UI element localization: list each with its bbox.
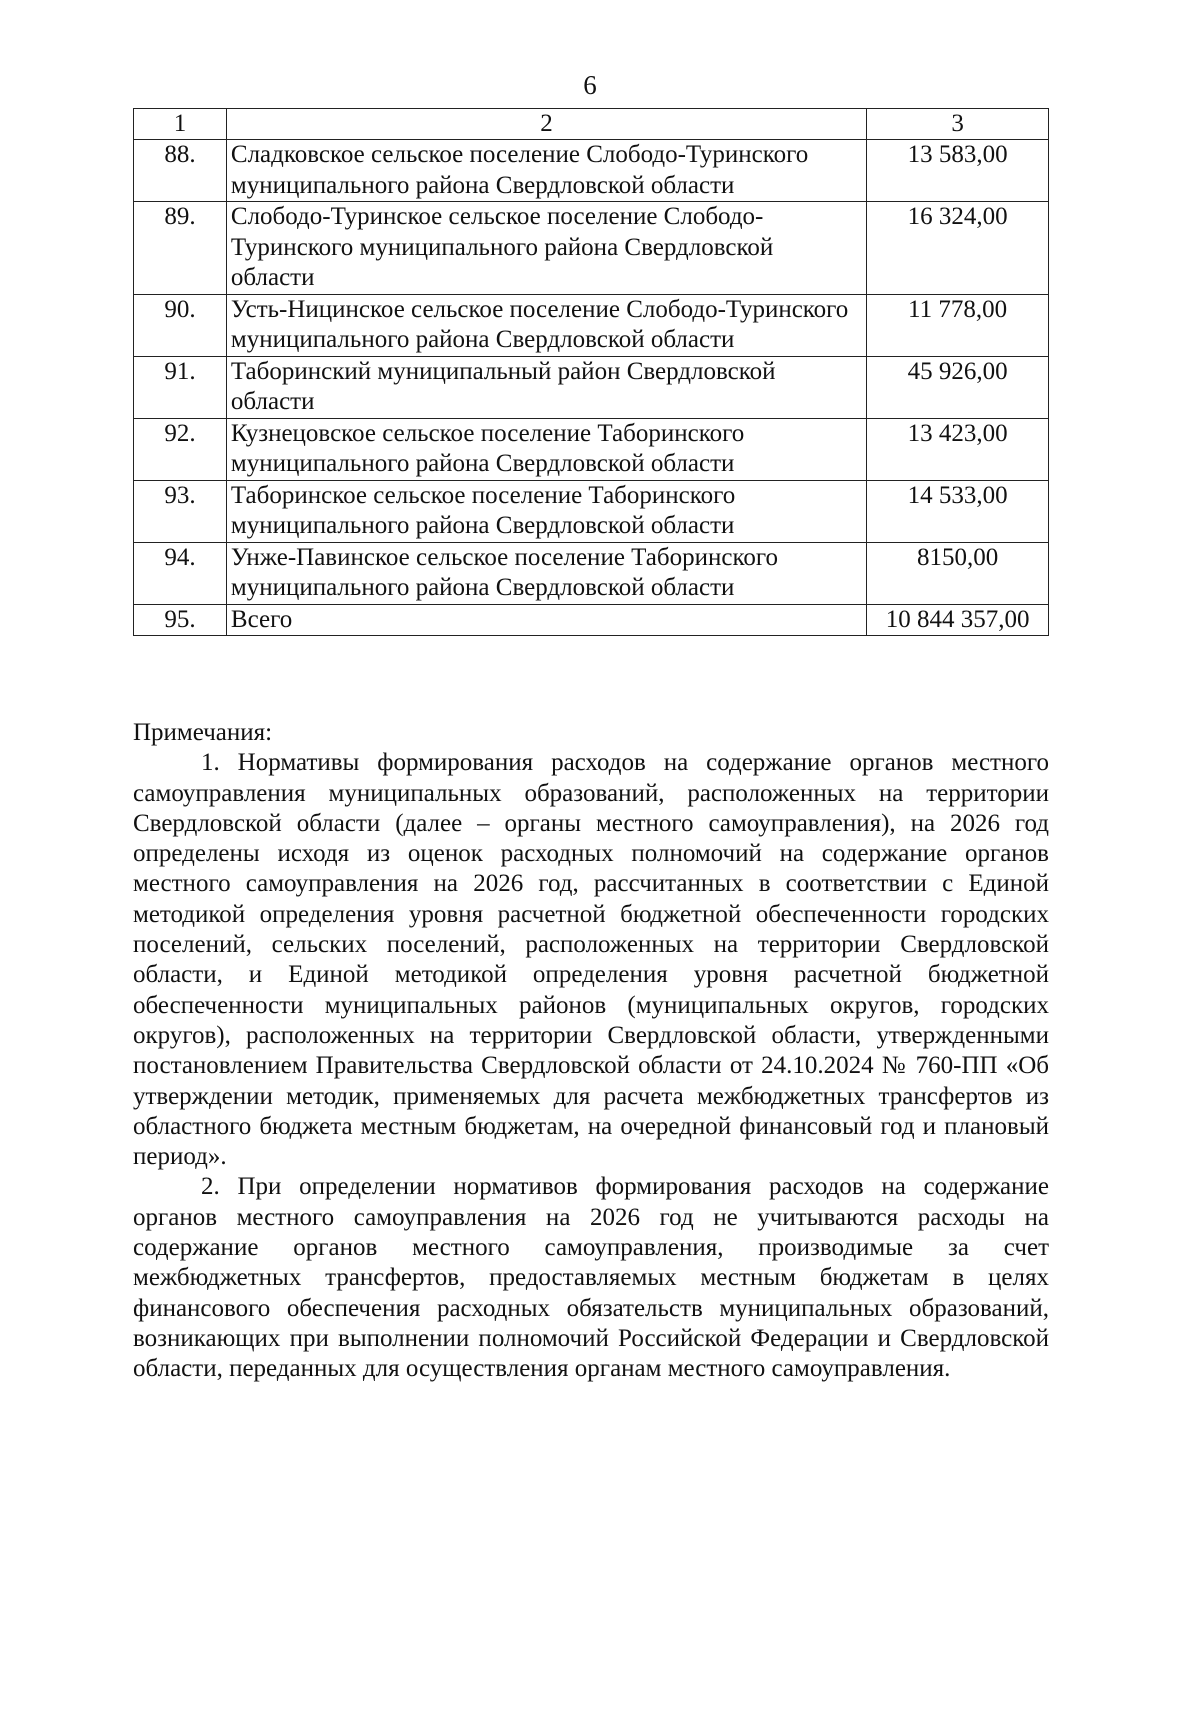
municipality-name: Таборинское сельское поселение Таборинского муниципального района Свердловской области xyxy=(226,480,866,542)
row-number: 94. xyxy=(134,542,227,604)
table-row xyxy=(134,480,1049,542)
amount: 13 423,00 xyxy=(867,418,1049,480)
table-header-row xyxy=(134,109,1049,140)
notes-section xyxy=(133,718,1049,1385)
table-row xyxy=(134,356,1049,418)
row-number: 95. xyxy=(134,604,227,636)
notes-title: Примечания: xyxy=(133,719,273,746)
municipality-name: Кузнецовское сельское поселение Таборинского муниципального района Свердловской области xyxy=(226,418,866,480)
table-total-row xyxy=(134,604,1049,636)
row-number: 91. xyxy=(134,356,227,418)
table-row xyxy=(134,140,1049,202)
table-row xyxy=(134,542,1049,604)
total-label: Всего xyxy=(226,604,866,636)
note-item: 1. Нормативы формирования расходов на содержание органов местного самоуправления муниципальных образований, расположенных на территории Свердловской области (далее – органы местного самоуправления), на 2026 год определены исходя из оценок расходных полномочий на содержание органов местного самоуправления на 2026 год, рассчитанных в соответствии с Единой методикой определения уровня расчетной бюджетной обеспеченности городских поселений, сельских поселений, расположенных на территории Свердловской области, и Единой методикой определения уровня расчетной бюджетной обеспеченности муниципальных районов (муниципальных округов, городских округов), расположенных на территории Свердловской области, утвержденными постановлением Правительства Свердловской области от 24.10.2024 № 760-ПП «Об утверждении методик, применяемых для расчета межбюджетных трансфертов из областного бюджета местным бюджетам, на очередной финансовый год и плановый период». xyxy=(133,749,1049,1171)
municipality-name: Усть-Ницинское сельское поселение Слободо-Туринского муниципального района Свердловской области xyxy=(226,294,866,356)
row-number: 92. xyxy=(134,418,227,480)
amount: 13 583,00 xyxy=(867,140,1049,202)
municipality-name: Слободо-Туринское сельское поселение Слободо-Туринского муниципального района Свердловской области xyxy=(226,202,866,295)
allocation-table xyxy=(133,108,1049,636)
table-row xyxy=(134,202,1049,295)
amount: 16 324,00 xyxy=(867,202,1049,295)
municipality-name: Сладковское сельское поселение Слободо-Туринского муниципального района Свердловской области xyxy=(226,140,866,202)
page-number: 6 xyxy=(583,70,597,100)
row-number: 89. xyxy=(134,202,227,295)
row-number: 93. xyxy=(134,480,227,542)
row-number: 90. xyxy=(134,294,227,356)
header-cell-1: 1 xyxy=(134,109,227,140)
header-cell-3: 3 xyxy=(867,109,1049,140)
amount: 14 533,00 xyxy=(867,480,1049,542)
row-number: 88. xyxy=(134,140,227,202)
amount: 8150,00 xyxy=(867,542,1049,604)
municipality-name: Таборинский муниципальный район Свердловской области xyxy=(226,356,866,418)
note-item: 2. При определении нормативов формирования расходов на содержание органов местного самоуправления на 2026 год не учитываются расходы на содержание органов местного самоуправления, производимые за счет межбюджетных трансфертов, предоставляемых местным бюджетам в целях финансового обеспечения расходных обязательств муниципальных образований, возникающих при выполнении полномочий Российской Федерации и Свердловской области, переданных для осуществления органам местного самоуправления. xyxy=(133,1173,1049,1383)
municipality-name: Унже-Павинское сельское поселение Таборинского муниципального района Свердловской области xyxy=(226,542,866,604)
amount: 11 778,00 xyxy=(867,294,1049,356)
table-row xyxy=(134,418,1049,480)
total-amount: 10 844 357,00 xyxy=(867,604,1049,636)
amount: 45 926,00 xyxy=(867,356,1049,418)
table-row xyxy=(134,294,1049,356)
header-cell-2: 2 xyxy=(226,109,866,140)
